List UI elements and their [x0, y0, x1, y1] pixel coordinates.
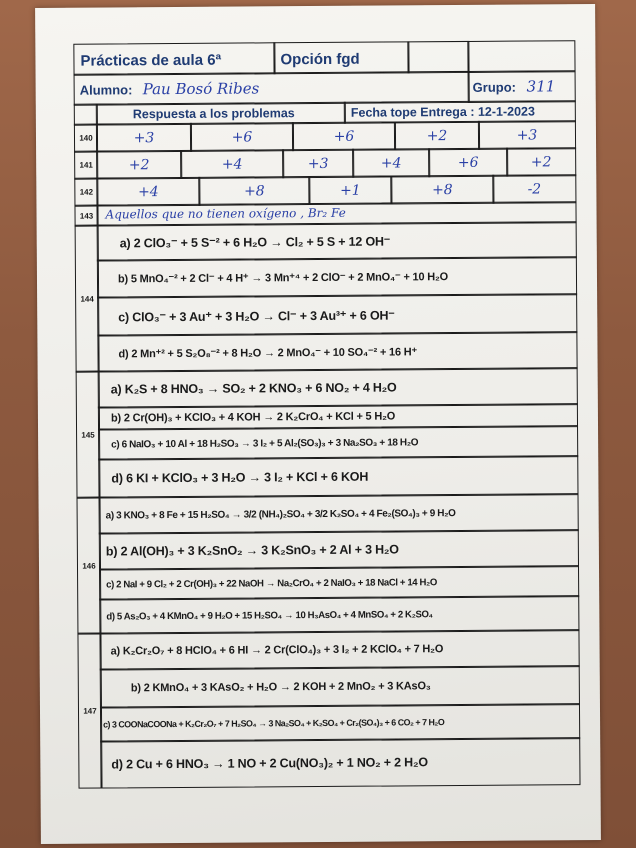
group-label: Grupo: [472, 79, 517, 95]
answer-cell: +3 [478, 120, 576, 150]
student-name: Pau Bosó Ribes [142, 79, 260, 99]
equation-row: d) 6 KI + KClO₃ + 3 H₂O → 3 I₂ + KCl + 6 KOH [98, 455, 578, 498]
equation-row: d) 2 Cu + 6 HNO₃ → 1 NO + 2 Cu(NO₃)₂ + 1 NO₂ + 2 H₂O [100, 737, 580, 788]
equation-row: c) ClO₃⁻ + 3 Au⁺ + 3 H₂O → Cl⁻ + 3 Au³⁺ + 6 OH⁻ [97, 293, 577, 336]
equation-row: c) 2 NaI + 9 Cl₂ + 2 Cr(OH)₃ + 22 NaOH → Na₂CrO₄ + 2 NaIO₃ + 18 NaCl + 14 H₂O [99, 565, 579, 600]
equation-row: c) 6 NaIO₃ + 10 Al + 18 H₂SO₃ → 3 I₂ + 5 Al₂(SO₃)₃ + 3 Na₂SO₃ + 18 H₂O [98, 425, 578, 460]
problem-number-141: 141 [74, 151, 98, 180]
answer-cell: +4 [96, 177, 200, 207]
page-title: Prácticas de aula 6ª [73, 42, 275, 75]
option-label: Opción fgd [273, 41, 409, 74]
problem-number-143: 143 [74, 205, 98, 227]
problem-number-146: 146 [77, 497, 102, 635]
group-cell [468, 70, 576, 103]
group-value: 311 [526, 77, 556, 96]
answer-cell: +2 [394, 121, 480, 151]
answer-table [35, 4, 601, 844]
answer-cell: +3 [282, 149, 354, 179]
blank-corner-cell [74, 104, 98, 126]
answer-cell: +2 [506, 147, 576, 176]
answer-cell: +4 [352, 148, 430, 178]
answer-cell: +2 [96, 150, 182, 180]
equation-row: a) K₂Cr₂O₇ + 8 HClO₄ + 6 HI → 2 Cr(ClO₄)₃ + 3 I₂ + 2 KClO₄ + 7 H₂O [99, 629, 579, 670]
problem-number-140: 140 [74, 124, 98, 153]
answer-cell: +8 [390, 175, 494, 205]
equation-row: b) 2 KMnO₄ + 3 KAsO₂ + H₂O → 2 KOH + 2 MnO₂ + 3 KAsO₃ [100, 665, 580, 708]
answer-cell: +4 [180, 149, 284, 179]
problem-number-147: 147 [77, 633, 102, 789]
equation-row: a) K₂S + 8 HNO₃ → SO₂ + 2 KNO₃ + 6 NO₂ + 4 H₂O [98, 367, 578, 408]
equation-row: d) 5 As₂O₃ + 4 KMnO₄ + 9 H₂O + 15 H₂SO₄ → 10 H₃AsO₄ + 4 MnSO₄ + 2 K₂SO₄ [99, 595, 579, 634]
equation-row: d) 2 Mn⁺² + 5 S₂O₈⁻² + 8 H₂O → 2 MnO₄⁻ + 10 SO₄⁻² + 16 H⁺ [97, 331, 577, 372]
answer-cell: +6 [428, 148, 508, 178]
problem-number-144: 144 [75, 225, 100, 373]
equation-row: b) 5 MnO₄⁻² + 2 Cl⁻ + 4 H⁺ → 3 Mn⁺⁴ + 2 ClO⁻ + 2 MnO₄⁻ + 10 H₂O [97, 256, 577, 298]
equation-row: b) 2 Al(OH)₃ + 3 K₂SnO₂ → 3 K₂SnO₃ + 2 Al + 3 H₂O [99, 529, 579, 570]
answer-cell: +6 [292, 121, 396, 151]
equation-row: a) 2 ClO₃⁻ + 5 S⁻² + 6 H₂O → Cl₂ + 5 S + 12 OH⁻ [97, 221, 577, 261]
student-label: Alumno: [79, 82, 133, 98]
answers-label: Respuesta a los problemas [96, 102, 346, 126]
equation-row: c) 3 COONaCOONa + K₂Cr₂O₇ + 7 H₂SO₄ → 3 Na₂SO₄ + K₂SO₄ + Cr₂(SO₄)₃ + 6 CO₂ + 7 H₂O [100, 703, 580, 742]
problem-number-145: 145 [76, 371, 101, 499]
equation-row: b) 2 Cr(OH)₃ + KClO₃ + 4 KOH → 2 K₂CrO₄ + KCl + 5 H₂O [98, 403, 578, 430]
deadline-label: Fecha tope Entrega : 12-1-2023 [344, 100, 576, 124]
header-empty-cell [467, 40, 575, 73]
answer-text-143: Aquellos que no tienen oxígeno , Br₂ Fe [96, 201, 576, 226]
worksheet-paper [35, 4, 601, 844]
answer-cell: +1 [308, 175, 392, 205]
answer-cell: +8 [198, 176, 310, 206]
problem-number-142: 142 [74, 178, 98, 207]
answer-cell: -2 [492, 174, 576, 204]
answer-cell: +3 [96, 123, 192, 153]
header-empty-cell [407, 41, 469, 73]
equation-row: a) 3 KNO₃ + 8 Fe + 15 H₂SO₄ → 3/2 (NH₄)₂SO₄ + 3/2 K₂SO₄ + 4 Fe₂(SO₄)₃ + 9 H₂O [99, 493, 579, 534]
answer-cell: +6 [190, 122, 294, 152]
